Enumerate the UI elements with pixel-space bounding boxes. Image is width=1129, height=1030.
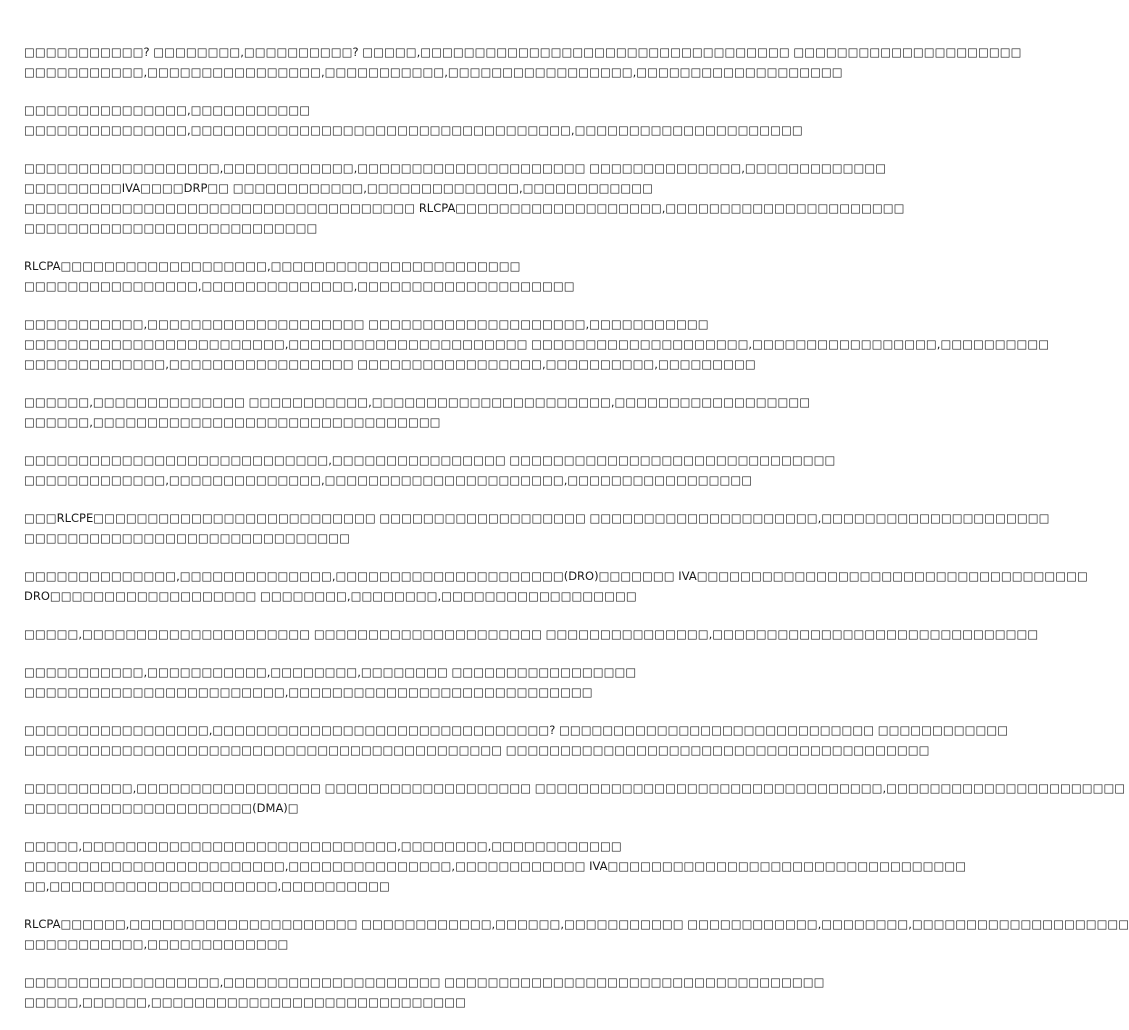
- text-line: □□□□□□□□□□□,□□□□□□□□□□□□□□□□,□□□□□□□□□□□,□□□□□□□□□□□□□□□□□,□□□□□□□□□□□□□□□□□□□: [24, 65, 843, 79]
- paragraph: [24, 450, 836, 490]
- paragraph-container: [24, 42, 1129, 1012]
- text-line: □□□□□□□□□□□□□,□□□□□□□□□□□□□□□□□ □□□□□□□□□□□□□□□□□,□□□□□□□□□□,□□□□□□□□□: [24, 357, 756, 371]
- paragraph: [24, 836, 967, 896]
- text-line: □□□□□□□□□□□□□□□□□□□□□□□□□□□□□□□□□□□□ RLCPA□□□□□□□□□□□□□□□□□□□,□□□□□□□□□□□□□□□□□□□□□□: [24, 201, 905, 215]
- text-line: □□□□□□□□□□□□□,□□□□□□□□□□□□□□,□□□□□□□□□□□□□□□□□□□□□□,□□□□□□□□□□□□□□□□□: [24, 473, 753, 487]
- paragraph: [24, 314, 1050, 374]
- text-line: □□□□□□□□□□□□□□□□,□□□□□□□□□□□□□□,□□□□□□□□□□□□□□□□□□□□: [24, 279, 575, 293]
- text-line: □□□□□,□□□□□□□□□□□□□□□□□□□□□□□□□□□□□,□□□□□□□□,□□□□□□□□□□□□: [24, 839, 622, 853]
- text-line: □□□□□□□□□□,□□□□□□□□□□□□□□□□□ □□□□□□□□□□□□□□□□□□□ □□□□□□□□□□□□□□□□□□□□□□□□□□□□□□□□,□□□□□□□□□□□□□□□□□□□□□□: [24, 781, 1126, 795]
- text-line: □□□□□,□□□□□□,□□□□□□□□□□□□□□□□□□□□□□□□□□□□□: [24, 995, 466, 1009]
- paragraph: [24, 158, 905, 238]
- text-line: □□□□□□□□□□□□□□□□□□□□□□□□,□□□□□□□□□□□□□□□,□□□□□□□□□□□□ IVA□□□□□□□□□□□□□□□□□□□□□□□□□□□□□□□□□: [24, 859, 967, 873]
- paragraph: [24, 662, 704, 702]
- paragraph: [24, 508, 1050, 548]
- text-line: □□□□□□□□□□□□□□□□□□□□□□□□□□□□,□□□□□□□□□□□□□□□□ □□□□□□□□□□□□□□□□□□□□□□□□□□□□□□: [24, 453, 836, 467]
- paragraph: [24, 256, 704, 296]
- text-line: □□□□□□□□□□□□□□,□□□□□□□□□□□□□□,□□□□□□□□□□□□□□□□□□□□□(DRO)□□□□□□□ IVA□□□□□□□□□□□□□□□□□□□□□□□□□□□□□□□□□□□□: [24, 569, 1088, 583]
- paragraph: [24, 100, 803, 140]
- text-line: □□□□□□□□□□□□□□□□□,□□□□□□□□□□□□□□□□□□□□□□□□□□□□□□□? □□□□□□□□□□□□□□□□□□□□□□□□□□□□□ □□□□□□□□□□□□: [24, 723, 1009, 737]
- text-line: □□□□□□□□□IVA□□□□DRP□□ □□□□□□□□□□□□,□□□□□□□□□□□□□□,□□□□□□□□□□□□: [24, 181, 654, 195]
- paragraph: [24, 720, 1009, 760]
- document-body: [24, 42, 1129, 1030]
- text-line: DRO□□□□□□□□□□□□□□□□□□□ □□□□□□□□,□□□□□□□□,□□□□□□□□□□□□□□□□□□: [24, 589, 637, 603]
- text-line: □□□□□□□□□□□□□□□□□□,□□□□□□□□□□□□□□□□□□□□ □□□□□□□□□□□□□□□□□□□□□□□□□□□□□□□□□□□: [24, 975, 825, 989]
- text-line: □□□□□□□□□□□□□□□□□□,□□□□□□□□□□□□,□□□□□□□□□□□□□□□□□□□□□ □□□□□□□□□□□□□□,□□□□□□□□□□□□□: [24, 161, 887, 175]
- text-line: □□□□□□□□□□□□□□□□□□□□□□□□,□□□□□□□□□□□□□□□□□□□□□□ □□□□□□□□□□□□□□□□□□□□,□□□□□□□□□□□□□□□□□,□□□□□□□□□□: [24, 337, 1050, 351]
- text-line: □□□□□□□□□□□,□□□□□□□□□□□□□: [24, 937, 289, 951]
- text-line: □□□□□□□□□□□? □□□□□□□□,□□□□□□□□□□? □□□□□,□□□□□□□□□□□□□□□□□□□□□□□□□□□□□□□□□□ □□□□□□□□□□□□□□□□□□□□□: [24, 45, 1022, 59]
- text-line: □□□□□,□□□□□□□□□□□□□□□□□□□□□ □□□□□□□□□□□□□□□□□□□□□ □□□□□□□□□□□□□□□,□□□□□□□□□□□□□□□□□□□□□□□□□□□□□□: [24, 627, 1039, 641]
- text-line: □□□□□□□□□□□□□□□,□□□□□□□□□□□□□□□□□□□□□□□□□□□□□□□□□□□,□□□□□□□□□□□□□□□□□□□□□: [24, 123, 803, 137]
- text-line: RLCPA□□□□□□,□□□□□□□□□□□□□□□□□□□□□ □□□□□□□□□□□□,□□□□□□,□□□□□□□□□□□ □□□□□□□□□□□□,□□□□□□□□,□□□□□□□□□□□□□□□□□□□□: [24, 917, 1129, 931]
- text-line: □□□□□□□□□□□,□□□□□□□□□□□,□□□□□□□□,□□□□□□□□ □□□□□□□□□□□□□□□□□: [24, 665, 637, 679]
- paragraph: [24, 972, 825, 1012]
- text-line: □□□□□□□□□□□□□□□□□□□□□(DMA)□: [24, 801, 299, 815]
- text-line: □□□□□□□□□□□,□□□□□□□□□□□□□□□□□□□□ □□□□□□□□□□□□□□□□□□□□,□□□□□□□□□□□: [24, 317, 709, 331]
- text-line: □□□□□□□□□□□□□□□,□□□□□□□□□□□: [24, 103, 311, 117]
- text-line: □□□□□□□□□□□□□□□□□□□□□□□□□□□□□□: [24, 531, 350, 545]
- text-line: □□□□□□,□□□□□□□□□□□□□□ □□□□□□□□□□□,□□□□□□□□□□□□□□□□□□□□□□,□□□□□□□□□□□□□□□□□□: [24, 395, 811, 409]
- paragraph: [24, 624, 1039, 644]
- text-line: □□□□□□□□□□□□□□□□□□□□□□□□□□□□□□□□□□□□□□□□□□□□ □□□□□□□□□□□□□□□□□□□□□□□□□□□□□□□□□□□□□□□: [24, 743, 930, 757]
- text-line: □□,□□□□□□□□□□□□□□□□□□□□□,□□□□□□□□□□: [24, 879, 390, 893]
- text-line: □□□□□□,□□□□□□□□□□□□□□□□□□□□□□□□□□□□□□□□: [24, 415, 441, 429]
- paragraph: [24, 392, 811, 432]
- paragraph: [24, 566, 1088, 606]
- text-line: □□□RLCPE□□□□□□□□□□□□□□□□□□□□□□□□□□ □□□□□□□□□□□□□□□□□□□ □□□□□□□□□□□□□□□□□□□□□,□□□□□□□□□□□□□□□□□□□□□: [24, 511, 1050, 525]
- paragraph: [24, 42, 1022, 82]
- paragraph: [24, 778, 1126, 818]
- text-line: □□□□□□□□□□□□□□□□□□□□□□□□,□□□□□□□□□□□□□□□□□□□□□□□□□□□□: [24, 685, 593, 699]
- text-line: RLCPA□□□□□□□□□□□□□□□□□□□,□□□□□□□□□□□□□□□□□□□□□□□: [24, 259, 521, 273]
- paragraph: [24, 914, 1129, 954]
- text-line: □□□□□□□□□□□□□□□□□□□□□□□□□□□: [24, 221, 318, 235]
